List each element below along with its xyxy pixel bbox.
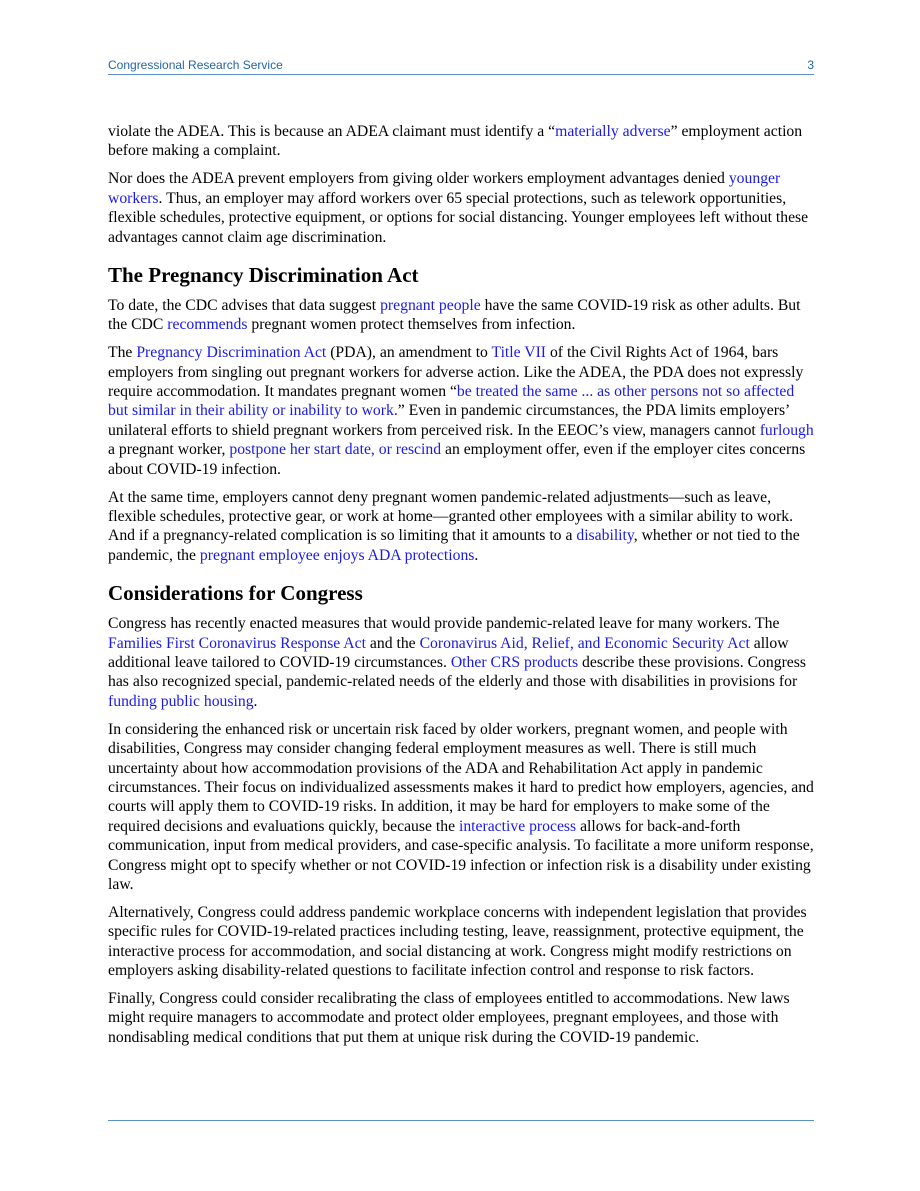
header-divider — [108, 74, 814, 75]
link-materially-adverse[interactable]: materially adverse — [555, 123, 671, 140]
paragraph-pandemic-adjustments: At the same time, employers cannot deny pregnant women pandemic-related adjustments—such as leave, flexible schedules, protective gear, or work at home—granted other employees with a similar ability to work. And if a pregnancy-related complication is so limiting that it amounts to a disability, whether or not tied to the pandemic, the pregnant employee enjoys ADA protections. — [108, 488, 800, 564]
paragraph-enacted-measures: Congress has recently enacted measures that would provide pandemic-related leave for many workers. The Families First Coronavirus Response Act and the Coronavirus Aid, Relief, and Economic Security Act allow additional leave tailored to COVID-19 circumstances. Other CRS products describe these provisions. Congress has also recognized special, pandemic-related needs of the elderly and those with disabilities in provisions for funding public housing. — [108, 615, 806, 710]
link-funding-public-housing[interactable]: funding public housing — [108, 692, 254, 710]
link-disability[interactable]: disability — [576, 527, 634, 545]
link-be-treated-the-same[interactable]: be treated the same ... as other persons not so affected but similar in their ability or inability to work. — [108, 383, 795, 420]
link-other-crs-products[interactable]: Other CRS products — [450, 654, 579, 672]
link-younger-workers[interactable]: younger workers — [108, 170, 781, 207]
footer-divider — [108, 1120, 814, 1121]
paragraph-adea-adverse: violate the ADEA. This is because an ADEA claimant must identify a “materially adverse” employment action before making a complaint. — [108, 123, 803, 160]
link-pregnant-people[interactable]: pregnant people — [380, 296, 481, 314]
link-furlough[interactable]: furlough — [759, 421, 814, 439]
heading-considerations-for-congress: Considerations for Congress — [108, 581, 363, 606]
link-cares-act[interactable]: Coronavirus Aid, Relief, and Economic Security Act — [419, 634, 750, 652]
link-ada-protections[interactable]: pregnant employee enjoys ADA protections — [199, 546, 475, 564]
paragraph-recalibrating-class: Finally, Congress could consider recalibrating the class of employees entitled to accommodations. New laws might require managers to accommodate and protect older employees, pregnant employees, and those with nondisabling medical conditions that put them at unique risk during the COVID-19 pandemic. — [108, 990, 790, 1046]
header-publisher: Congressional Research Service — [108, 58, 283, 72]
link-postpone-start-date[interactable]: postpone her start date, or rescind — [229, 441, 442, 459]
link-interactive-process[interactable]: interactive process — [458, 817, 577, 835]
link-title-vii[interactable]: Title VII — [491, 344, 547, 362]
paragraph-independent-legislation: Alternatively, Congress could address pandemic workplace concerns with independent legislation that provides specific rules for COVID-19-related practices including testing, leave, reassignment, protective equipment, the interactive process for accommodation, and social distancing at work. Congress might modify restrictions on employers asking disability-related questions to facilitate infection control and response to risk factors. — [108, 903, 807, 980]
paragraph-enhanced-risk: In considering the enhanced risk or uncertain risk faced by older workers, pregnant women, and people with disabilities, Congress may consider changing federal employment measures as well. There is still much uncertainty about how accommodation provisions of the ADA and Rehabilitation Act apply in pandemic circumstances. Their focus on individualized assessments makes it hard to predict how employers, agencies, and courts will apply them to COVID-19 risks. In addition, it may be hard for employers to make some of the required decisions and evaluations quickly, because the interactive process allows for back-and-forth communication, input from medical providers, and case-specific analysis. To facilitate a more uniform response, Congress might opt to specify whether or not COVID-19 infection or infection risk is a disability under existing law. — [108, 720, 814, 893]
running-header — [108, 58, 814, 74]
link-families-first-act[interactable]: Families First Coronavirus Response Act — [108, 634, 366, 652]
link-recommends[interactable]: recommends — [167, 316, 248, 334]
paragraph-pda: The Pregnancy Discrimination Act (PDA), an amendment to Title VII of the Civil Rights Act of 1964, bars employers from singling out pregnant workers for adverse action. Like the ADEA, the PDA does not expressly require accommodation. It mandates pregnant women “be treated the same ... as other persons not so affected but similar in their ability or inability to work.” Even in pandemic circumstances, the PDA limits employers’ unilateral efforts to shield pregnant workers from perceived risk. In the EEOC’s view, managers cannot furlough a pregnant worker, postpone her start date, or rescind an employment offer, even if the employer cites concerns about COVID-19 infection. — [108, 344, 814, 478]
page-number: 3 — [807, 58, 814, 72]
body-content — [108, 122, 814, 1056]
paragraph-adea-advantages: Nor does the ADEA prevent employers from giving older workers employment advantages denied younger workers. Thus, an employer may afford workers over 65 special protections, such as telework opportunities, flexible schedules, protective equipment, or options for social distancing. Younger employees left without these advantages cannot claim age discrimination. — [108, 170, 809, 246]
link-pregnancy-discrimination-act[interactable]: Pregnancy Discrimination Act — [136, 344, 327, 362]
paragraph-cdc-advice: To date, the CDC advises that data suggest pregnant people have the same COVID-19 risk as other adults. But the CDC recommends pregnant women protect themselves from infection. — [108, 296, 801, 334]
heading-pregnancy-discrimination-act: The Pregnancy Discrimination Act — [108, 262, 419, 287]
